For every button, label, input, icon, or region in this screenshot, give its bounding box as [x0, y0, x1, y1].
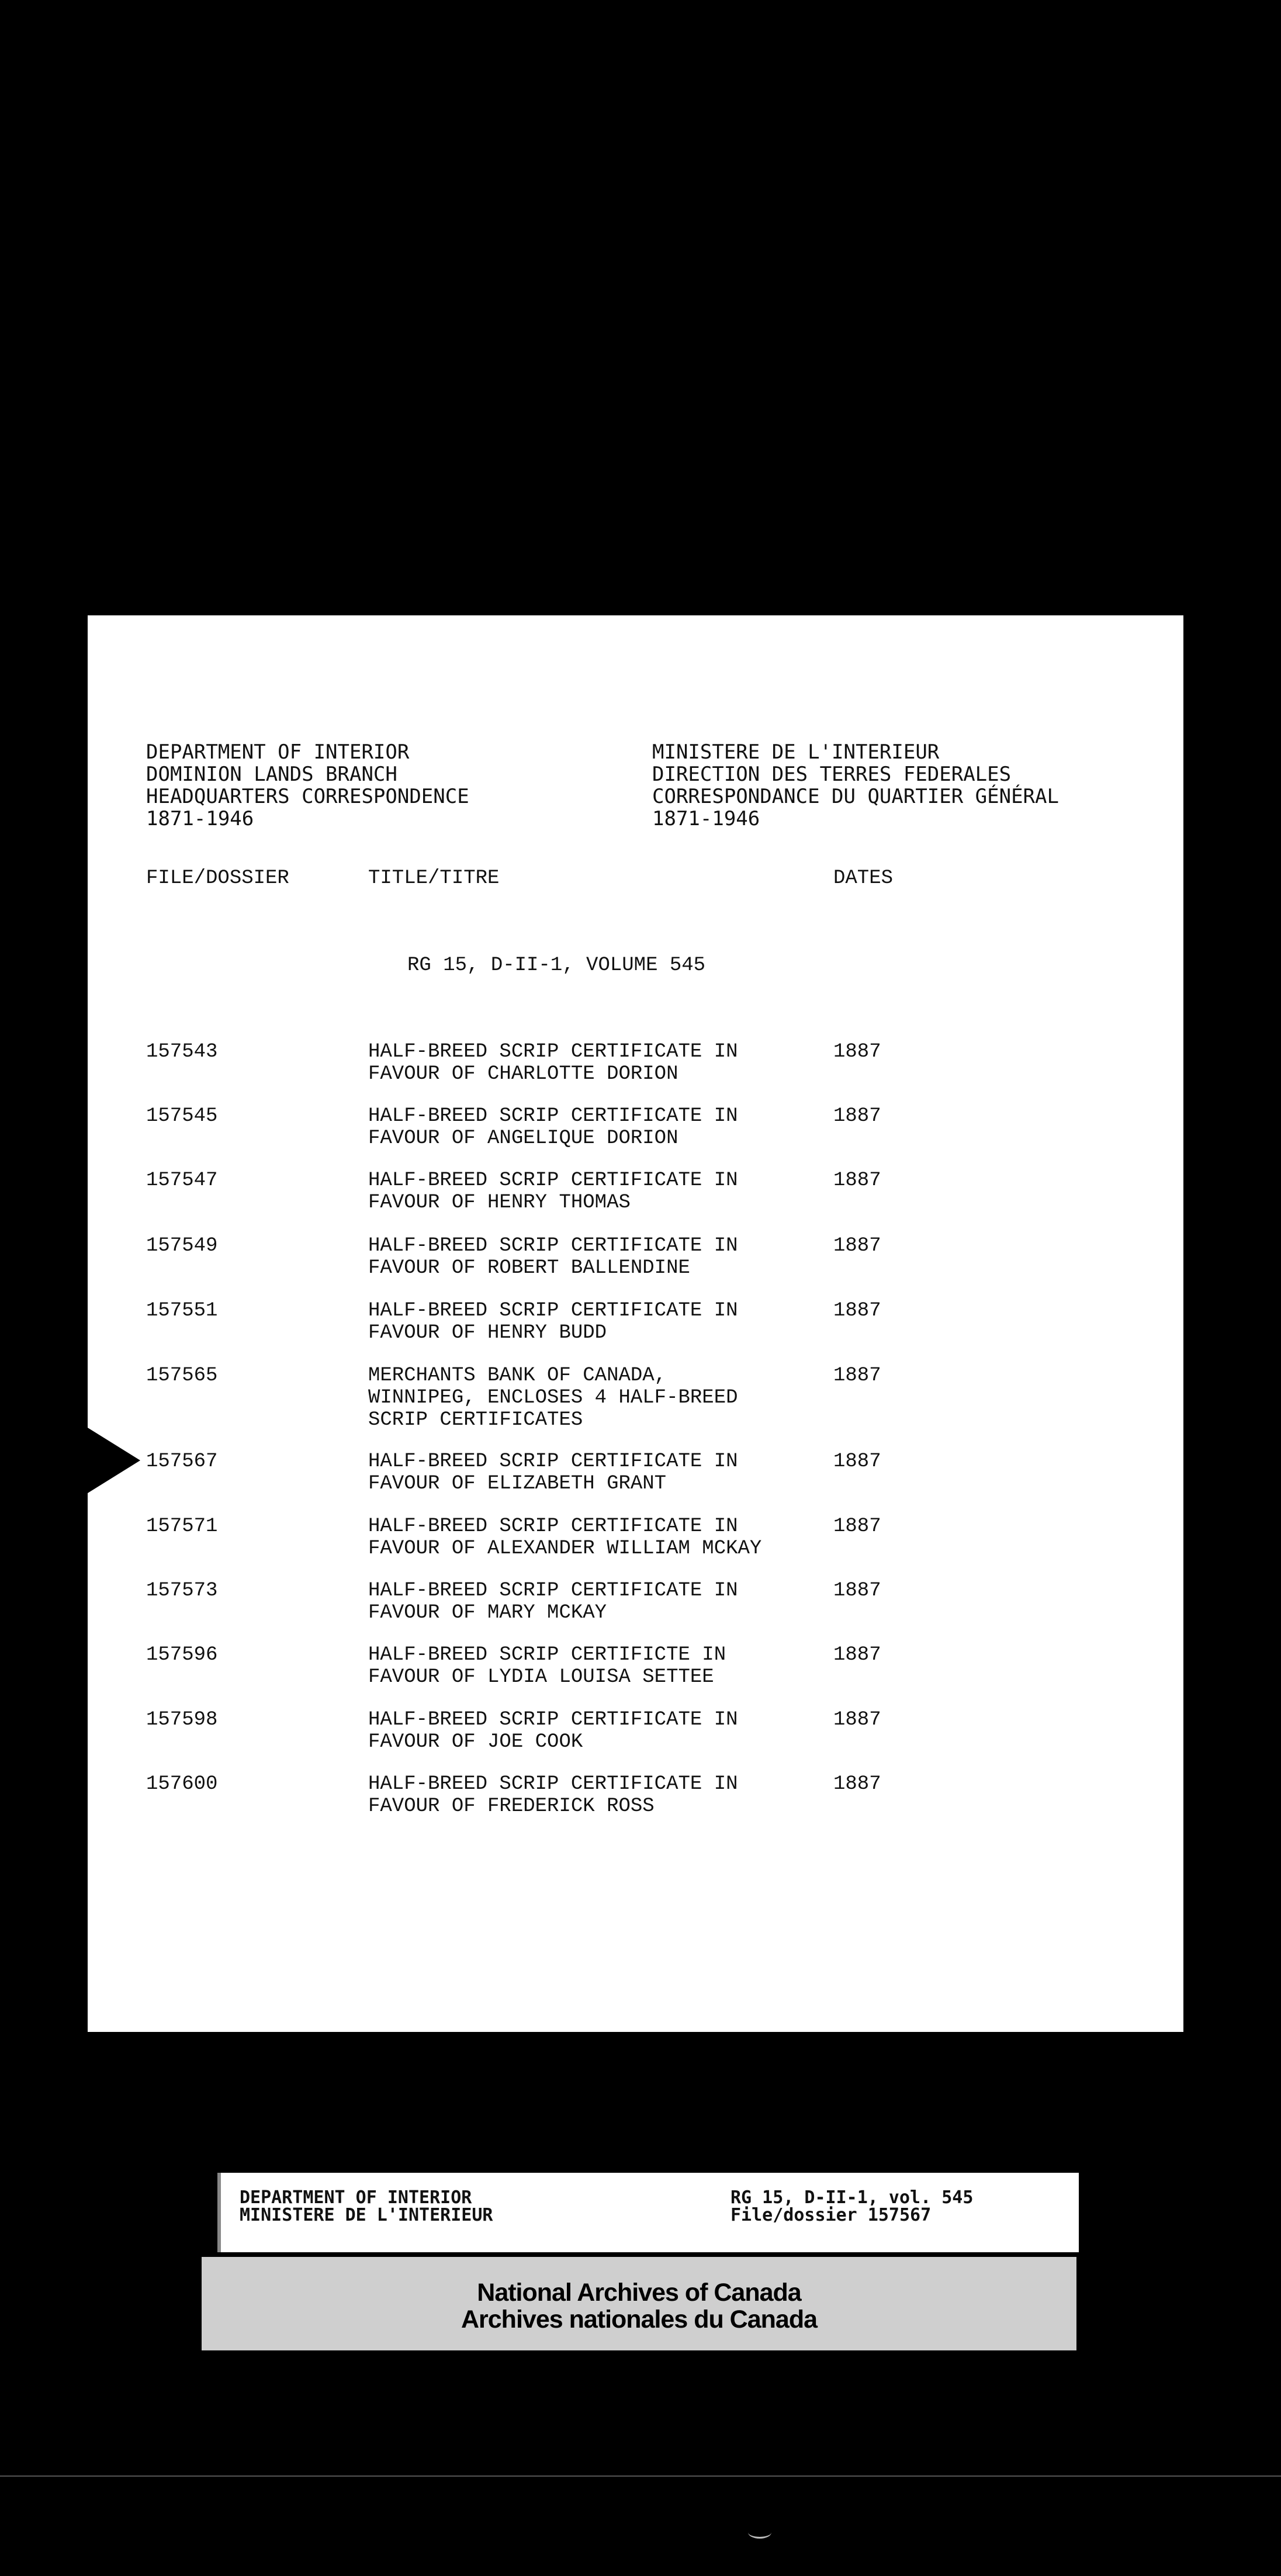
row-date: 1887: [833, 1709, 881, 1731]
archives-name-en: National Archives of Canada: [477, 2279, 801, 2307]
label-department: DEPARTMENT OF INTERIOR MINISTERE DE L'INTERIEUR: [240, 2187, 493, 2225]
header-en-line: HEADQUARTERS CORRESPONDENCE: [146, 785, 469, 808]
row-file: 157596: [146, 1644, 218, 1666]
row-file: 157543: [146, 1041, 218, 1063]
archives-name: [202, 2279, 1076, 2333]
row-title: HALF-BREED SCRIP CERTIFICATE IN FAVOUR OF HENRY THOMAS: [368, 1169, 738, 1214]
row-title: HALF-BREED SCRIP CERTIFICATE IN FAVOUR OF HENRY BUDD: [368, 1300, 738, 1344]
header-en-line: DOMINION LANDS BRANCH: [146, 763, 397, 786]
row-title: HALF-BREED SCRIP CERTIFICATE IN FAVOUR OF ROBERT BALLENDINE: [368, 1235, 738, 1279]
row-date: 1887: [833, 1580, 881, 1602]
header-english: [146, 741, 469, 830]
row-title: HALF-BREED SCRIP CERTIFICATE IN FAVOUR OF ANGELIQUE DORION: [368, 1105, 738, 1149]
row-file: 157547: [146, 1169, 218, 1192]
row-file: 157551: [146, 1300, 218, 1322]
row-title: MERCHANTS BANK OF CANADA, WINNIPEG, ENCLOSES 4 HALF-BREED SCRIP CERTIFICATES: [368, 1365, 738, 1431]
label-reference: RG 15, D-II-1, vol. 545 File/dossier 157567: [730, 2187, 974, 2225]
volume-heading: RG 15, D-II-1, VOLUME 545: [407, 954, 706, 977]
row-date: 1887: [833, 1515, 881, 1538]
row-title: HALF-BREED SCRIP CERTIFICATE IN FAVOUR OF FREDERICK ROSS: [368, 1773, 738, 1817]
header-fr-line: DIRECTION DES TERRES FEDERALES: [652, 763, 1012, 786]
row-file: 157598: [146, 1709, 218, 1731]
row-title: HALF-BREED SCRIP CERTIFICATE IN FAVOUR OF JOE COOK: [368, 1709, 738, 1753]
row-file: 157545: [146, 1105, 218, 1127]
document-page: [88, 615, 1183, 2032]
header-fr-line: MINISTERE DE L'INTERIEUR: [652, 740, 940, 764]
row-date: 1887: [833, 1773, 881, 1795]
file-label: [217, 2173, 1079, 2252]
row-date: 1887: [833, 1644, 881, 1666]
row-date: 1887: [833, 1169, 881, 1192]
pointer-arrow-icon: [88, 1428, 140, 1493]
archives-stamp: [202, 2257, 1076, 2350]
row-title: HALF-BREED SCRIP CERTIFICTE IN FAVOUR OF LYDIA LOUISA SETTEE: [368, 1644, 726, 1688]
row-date: 1887: [833, 1105, 881, 1127]
column-header-dates: DATES: [833, 867, 894, 889]
column-header-title: TITLE/TITRE: [368, 867, 500, 889]
row-file: 157571: [146, 1515, 218, 1538]
row-date: 1887: [833, 1041, 881, 1063]
row-title: HALF-BREED SCRIP CERTIFICATE IN FAVOUR OF ELIZABETH GRANT: [368, 1450, 738, 1495]
archives-name-fr: Archives nationales du Canada: [461, 2305, 818, 2333]
row-date: 1887: [833, 1235, 881, 1257]
row-file: 157565: [146, 1365, 218, 1387]
row-file: 157573: [146, 1580, 218, 1602]
header-en-line: DEPARTMENT OF INTERIOR: [146, 740, 410, 764]
row-date: 1887: [833, 1365, 881, 1387]
header-fr-line: 1871-1946: [652, 807, 760, 830]
row-title: HALF-BREED SCRIP CERTIFICATE IN FAVOUR OF CHARLOTTE DORION: [368, 1041, 738, 1085]
row-title: HALF-BREED SCRIP CERTIFICATE IN FAVOUR OF MARY MCKAY: [368, 1580, 738, 1624]
row-file: 157567: [146, 1450, 218, 1473]
header-fr-line: CORRESPONDANCE DU QUARTIER GÉNÉRAL: [652, 785, 1059, 808]
row-date: 1887: [833, 1450, 881, 1473]
film-edge-line: [0, 2475, 1281, 2477]
row-file: 157549: [146, 1235, 218, 1257]
header-en-line: 1871-1946: [146, 807, 254, 830]
header-french: [652, 741, 1059, 830]
paper-smudge: [748, 2526, 771, 2539]
row-title: HALF-BREED SCRIP CERTIFICATE IN FAVOUR OF ALEXANDER WILLIAM MCKAY: [368, 1515, 762, 1560]
column-header-file: FILE/DOSSIER: [146, 867, 289, 889]
row-file: 157600: [146, 1773, 218, 1795]
row-date: 1887: [833, 1300, 881, 1322]
